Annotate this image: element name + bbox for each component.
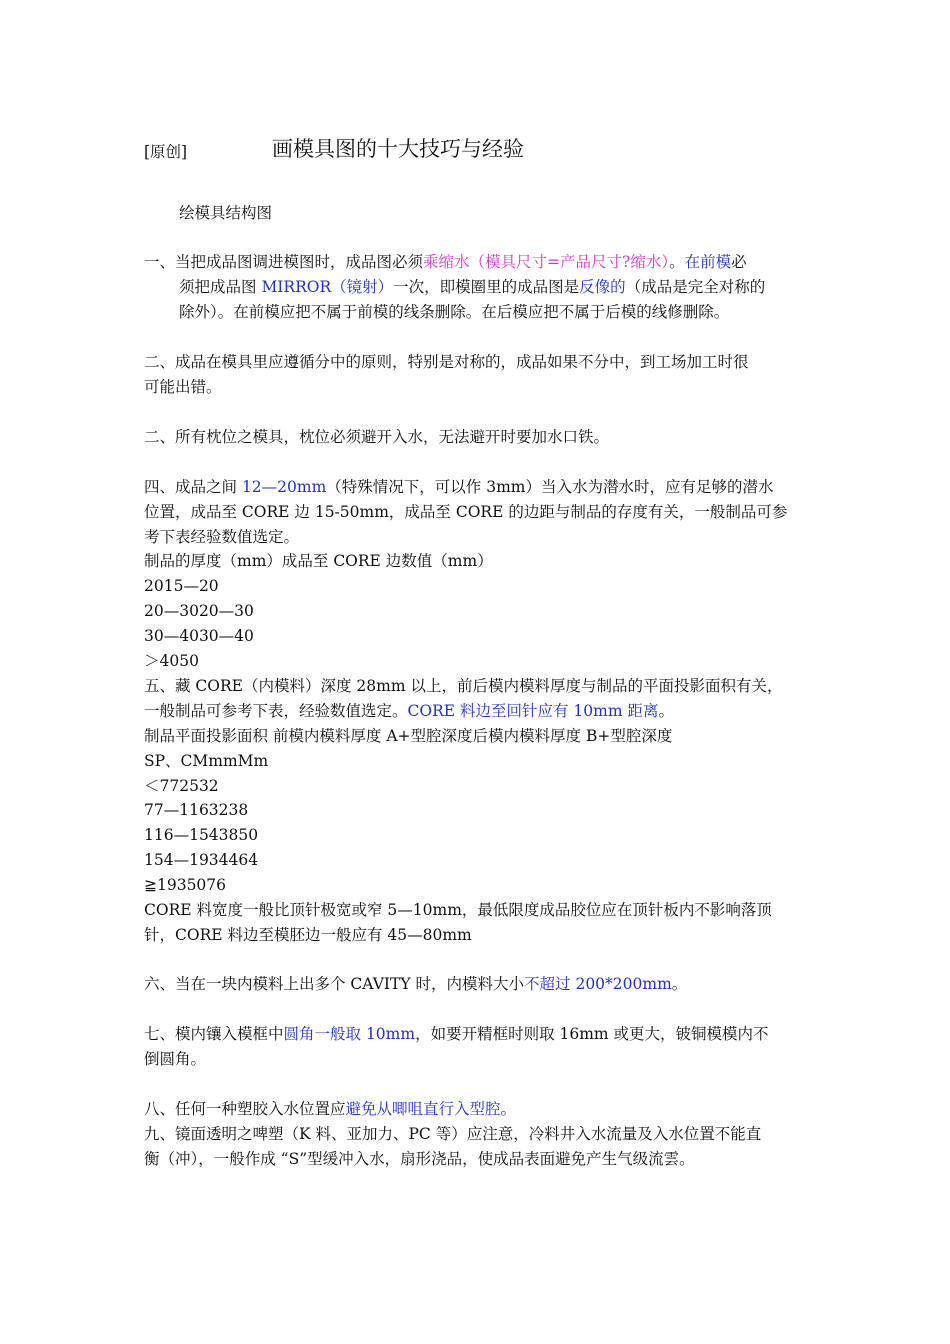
table-1-row: 30—4030—40 <box>144 627 254 645</box>
paragraph-3: 二、所有枕位之模具，枕位必须避开入水，无法避开时要加水口铁。 <box>144 428 610 446</box>
paragraph-9-line-2: 衡（冲），一般作成 “S”型缓冲入水，扇形浇品，使成品表面避免产生气级流雲。 <box>144 1150 695 1168</box>
original-tag: [原创] <box>144 143 188 161</box>
paragraph-1-line-2: 须把成品图 MIRROR（镜射）一次，即模圈里的成品图是反像的（成品是完全对称的 <box>179 278 766 296</box>
paragraph-1-line-3: 除外）。在前模应把不属于前模的线条删除。在后模应把不属于后模的线修删除。 <box>179 303 730 321</box>
highlight-mirror: MIRROR（镜射） <box>261 278 394 296</box>
table-2-row: ＜772532 <box>144 777 219 795</box>
table-1-header: 制品的厚度（mm）成品至 CORE 边数值（mm） <box>144 552 493 570</box>
highlight-shrinkage: 乘缩水（模具尺寸=产品尺寸?缩水） <box>423 253 670 271</box>
paragraph-6: 六、当在一块内模料上出多个 CAVITY 时，内模料大小不超过 200*200mm。 <box>144 975 688 993</box>
highlight-gate: 避免从唧咀直行入型腔 <box>345 1100 501 1118</box>
paragraph-9-line-1: 九、镜面透明之啤塑（K 料、亚加力、PC 等）应注意，冷料井入水流量及入水位置不能直 <box>144 1125 762 1143</box>
paragraph-5-line-4: 针，CORE 料边至模胚边一般应有 45—80mm <box>144 926 472 944</box>
table-2-units: SP、CMmmMm <box>144 752 269 770</box>
paragraph-2-line-1: 二、成品在模具里应遵循分中的原则，特别是对称的，成品如果不分中，到工场加工时很 <box>144 353 749 371</box>
table-1-row: 20—3020—30 <box>144 602 254 620</box>
table-2-row: 77—1163238 <box>144 801 249 819</box>
paragraph-7-line-2: 倒圆角。 <box>144 1050 207 1068</box>
paragraph-4-line-1: 四、成品之间 12—20mm（特殊情况下，可以作 3mm）当入水为潜水时，应有足够的潜水 <box>144 478 774 496</box>
table-2-row: 116—1543850 <box>144 826 259 844</box>
page-title: 画模具图的十大技巧与经验 <box>272 137 524 161</box>
paragraph-5-line-3: CORE 料宽度一般比顶针极宽或窄 5—10mm，最低限度成品胶位应在顶针板内不影响落顶 <box>144 901 772 919</box>
table-2-row: 154—1934464 <box>144 851 259 869</box>
paragraph-2-line-2: 可能出错。 <box>144 378 222 396</box>
paragraph-4-line-2: 位置，成品至 CORE 边 15-50mm，成品至 CORE 的边距与制品的存度有关，一般制品可参 <box>144 503 788 521</box>
highlight-max-size: 不超过 200*200mm <box>524 975 672 993</box>
highlight-spacing: 12—20mm <box>241 478 327 496</box>
highlight-core-distance: CORE 料边至回针应有 10mm 距离 <box>407 702 659 720</box>
table-2-row: ≧1935076 <box>144 876 227 894</box>
paragraph-5-line-2: 一般制品可参考下表，经验数值选定。CORE 料边至回针应有 10mm 距离。 <box>144 702 674 720</box>
table-1-row: 2015—20 <box>144 577 219 595</box>
highlight-corner-radius: 圆角一般取 10mm <box>283 1025 416 1043</box>
highlight-front-mold: 在前模 <box>684 253 732 271</box>
paragraph-7-line-1: 七、模内镶入模框中圆角一般取 10mm，如要开精框时则取 16mm 或更大，铍铜模模内不 <box>144 1025 769 1043</box>
paragraph-8: 八、任何一种塑胶入水位置应避免从唧咀直行入型腔。 <box>144 1100 517 1118</box>
table-2-header: 制品平面投影面积 前模内模料厚度 A+型腔深度后模内模料厚度 B+型腔深度 <box>144 727 673 745</box>
paragraph-5-line-1: 五、藏 CORE（内模料）深度 28mm 以上，前后模内模料厚度与制品的平面投影面积有关， <box>144 677 783 695</box>
highlight-reverse: 反像的 <box>579 278 626 296</box>
section-subtitle: 绘模具结构图 <box>179 204 273 222</box>
table-1-row: ＞4050 <box>144 652 199 670</box>
paragraph-4-line-3: 考下表经验数值选定。 <box>144 528 300 546</box>
paragraph-1-line-1: 一、当把成品图调进模图时，成品图必须乘缩水（模具尺寸=产品尺寸?缩水）。在前模必 <box>144 253 747 271</box>
